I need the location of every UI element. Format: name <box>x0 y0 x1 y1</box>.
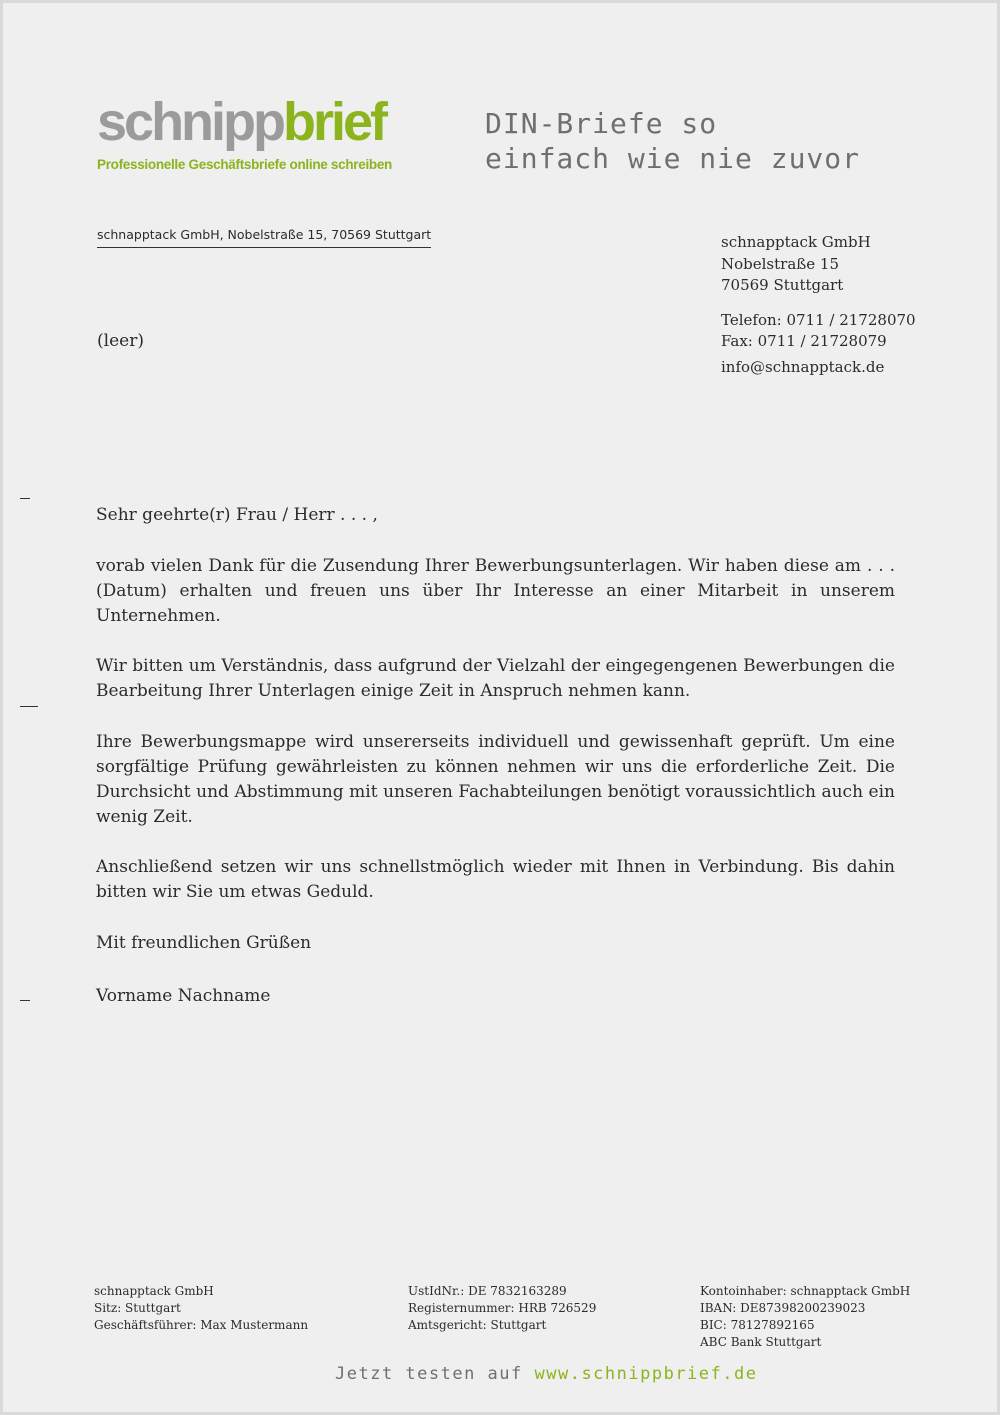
contact-city: 70569 Stuttgart <box>721 276 844 294</box>
footer-bank-column <box>700 1283 910 1351</box>
schnippbrief-logo <box>97 92 393 172</box>
logo-wordmark-gray: schnipp <box>97 92 284 152</box>
letter-body <box>96 503 895 1034</box>
salutation: Sehr geehrte(r) Frau / Herr . . . , <box>96 505 378 525</box>
fold-mark-top <box>20 498 30 499</box>
footer-line: schnapptack GmbH <box>94 1284 214 1298</box>
footer-line: Kontoinhaber: schnapptack GmbH <box>700 1284 911 1298</box>
footer-line: IBAN: DE87398200239023 <box>700 1301 866 1315</box>
signature-name: Vorname Nachname <box>96 985 271 1006</box>
slogan-line-2: einfach wie nie zuvor <box>485 142 861 175</box>
body-paragraph-4: Anschließend setzen wir uns schnellstmöglich wieder mit Ihnen in Verbindung. Bis dahin bitten wir Sie um etwas Geduld. <box>96 857 895 902</box>
slogan <box>485 106 860 176</box>
footer-line: Amtsgericht: Stuttgart <box>408 1318 547 1332</box>
letter-page <box>3 3 997 1412</box>
contact-fax: Fax: 0711 / 21728079 <box>721 332 887 350</box>
footer-company-column <box>94 1283 308 1334</box>
contact-email: info@schnapptack.de <box>721 357 885 376</box>
footer-line: Sitz: Stuttgart <box>94 1301 181 1315</box>
body-paragraph-2: Wir bitten um Verständnis, dass aufgrund der Vielzahl der eingegengenen Bewerbungen die Bearbeitung Ihrer Unterlagen einige Zeit in Anspruch nehmen kann. <box>96 656 895 701</box>
promo-link[interactable]: www.schnippbrief.de <box>534 1364 758 1384</box>
footer-line: ABC Bank Stuttgart <box>700 1335 822 1349</box>
promo-text: Jetzt testen auf <box>335 1364 535 1384</box>
footer-line: BIC: 78127892165 <box>700 1318 815 1332</box>
footer-line: UstIdNr.: DE 7832163289 <box>408 1284 567 1298</box>
contact-street: Nobelstraße 15 <box>721 254 840 273</box>
logo-wordmark-green: brief <box>283 92 386 152</box>
logo-wordmark <box>97 92 392 152</box>
slogan-line-1: DIN-Briefe so <box>485 107 718 140</box>
recipient-address: (leer) <box>97 331 144 351</box>
footer-registry-column <box>408 1283 596 1334</box>
sender-address-line: schnapptack GmbH, Nobelstraße 15, 70569 Stuttgart <box>97 227 431 248</box>
footer-line: Geschäftsführer: Max Mustermann <box>94 1318 309 1332</box>
body-paragraph-1: vorab vielen Dank für die Zusendung Ihrer Bewerbungsunterlagen. Wir haben diese am . . . (Datum) erhalten und freuen uns über Ihr Interesse an einer Mitarbeit in unserem Unternehmen. <box>96 555 895 626</box>
promo-footer <box>335 1364 757 1384</box>
contact-phone: Telefon: 0711 / 21728070 <box>721 310 916 329</box>
body-paragraph-3: Ihre Bewerbungsmappe wird unsererseits individuell und gewissenhaft geprüft. Um eine sorgfältige Prüfung gewährleisten zu können nehmen wir uns die erforderliche Zeit. Die Durchsicht und Abstimmung mit unseren Fachabteilungen benötigt voraussichtlich auch ein wenig Zeit. <box>96 731 895 827</box>
closing: Mit freundlichen Grüßen <box>96 932 312 953</box>
fold-mark-bottom <box>20 1000 30 1001</box>
punch-mark <box>20 706 38 707</box>
contact-company: schnapptack GmbH <box>721 233 871 251</box>
contact-block <box>721 232 916 378</box>
logo-tagline: Professionelle Geschäftsbriefe online schreiben <box>97 157 393 172</box>
footer-line: Registernummer: HRB 726529 <box>408 1301 597 1315</box>
